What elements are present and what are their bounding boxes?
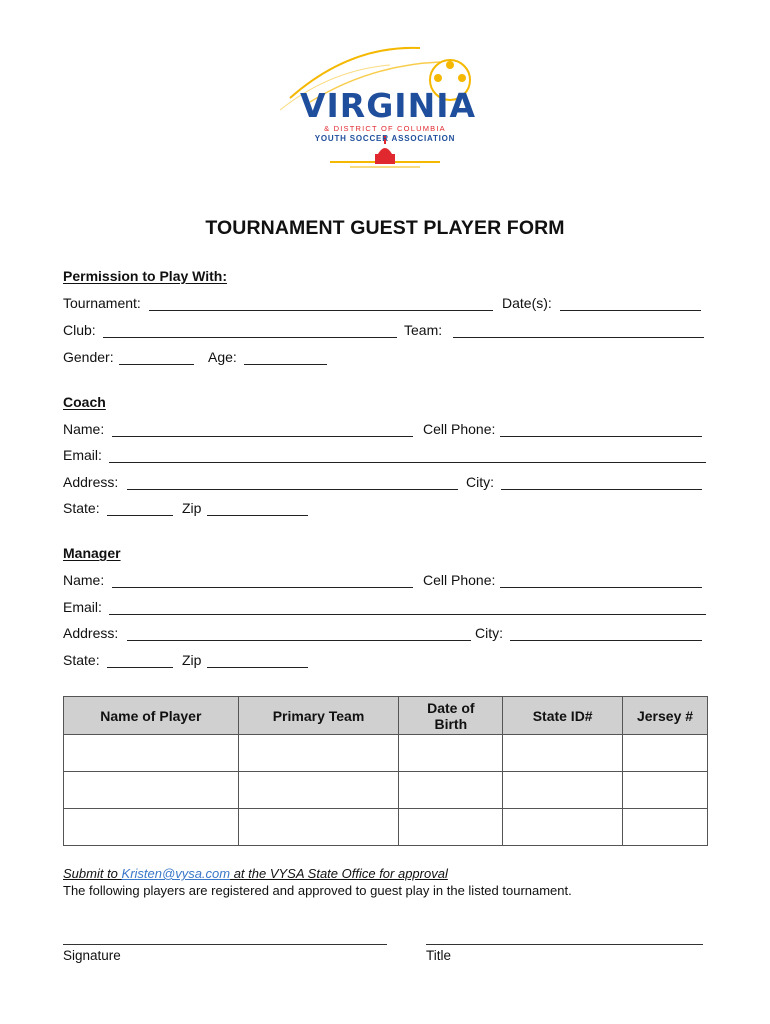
approval-statement: The following players are registered and approved to guest play in the listed tournament. (63, 883, 572, 898)
manager-zip-field[interactable] (207, 667, 308, 668)
logo-wordmark: VIRGINIA (299, 86, 477, 125)
cell-jersey[interactable] (623, 809, 708, 846)
header-date-of-birth-text: Date of Birth (427, 699, 475, 732)
manager-cell-label: Cell Phone: (423, 572, 496, 588)
signature-label: Signature (63, 948, 121, 963)
coach-state-field[interactable] (107, 515, 173, 516)
table-row (64, 735, 708, 772)
signature-field[interactable] (63, 944, 387, 945)
coach-address-field[interactable] (127, 489, 458, 490)
header-state-id: State ID# (503, 697, 623, 735)
submit-instructions (63, 866, 448, 881)
cell-primary-team[interactable] (238, 735, 399, 772)
cell-player-name[interactable] (64, 735, 239, 772)
manager-state-zip-row (63, 652, 708, 670)
dates-field[interactable] (560, 310, 701, 311)
cell-date-of-birth[interactable] (399, 772, 503, 809)
coach-name-field[interactable] (112, 436, 413, 437)
coach-address-label: Address: (63, 474, 119, 490)
table-row (64, 809, 708, 846)
coach-state-zip-row (63, 500, 708, 518)
coach-city-label: City: (466, 474, 494, 490)
header-primary-team: Primary Team (238, 697, 399, 735)
coach-email-label: Email: (63, 447, 102, 463)
permission-heading: Permission to Play With: (63, 268, 228, 284)
table-header-row (64, 697, 708, 735)
manager-name-row (63, 572, 708, 590)
coach-zip-field[interactable] (207, 515, 308, 516)
gender-label: Gender: (63, 349, 114, 365)
cell-player-name[interactable] (64, 809, 239, 846)
manager-name-field[interactable] (112, 587, 413, 588)
coach-email-field[interactable] (109, 462, 706, 463)
submit-prefix: Submit to (63, 866, 122, 881)
manager-email-label: Email: (63, 599, 102, 615)
vysa-logo (270, 40, 500, 175)
manager-address-field[interactable] (127, 640, 471, 641)
coach-name-row (63, 421, 708, 439)
coach-address-row (63, 474, 708, 492)
coach-cell-label: Cell Phone: (423, 421, 496, 437)
tournament-row (63, 295, 708, 313)
players-table (63, 696, 708, 846)
club-team-row (63, 322, 708, 340)
manager-city-field[interactable] (510, 640, 702, 641)
cell-jersey[interactable] (623, 735, 708, 772)
club-field[interactable] (103, 337, 397, 338)
manager-name-label: Name: (63, 572, 105, 588)
cell-state-id[interactable] (503, 809, 623, 846)
cell-jersey[interactable] (623, 772, 708, 809)
coach-cell-field[interactable] (500, 436, 702, 437)
coach-city-field[interactable] (501, 489, 702, 490)
manager-cell-field[interactable] (500, 587, 702, 588)
manager-state-label: State: (63, 652, 100, 668)
coach-state-label: State: (63, 500, 100, 516)
manager-address-label: Address: (63, 625, 119, 641)
header-name-of-player: Name of Player (64, 697, 239, 735)
coach-heading: Coach (63, 394, 106, 410)
gender-age-row (63, 349, 708, 367)
manager-zip-label: Zip (182, 652, 202, 668)
cell-player-name[interactable] (64, 772, 239, 809)
cell-primary-team[interactable] (238, 772, 399, 809)
header-jersey: Jersey # (623, 697, 708, 735)
team-field[interactable] (453, 337, 704, 338)
manager-email-field[interactable] (109, 614, 706, 615)
gender-field[interactable] (119, 364, 194, 365)
cell-date-of-birth[interactable] (399, 735, 503, 772)
team-label: Team: (404, 322, 443, 338)
cell-date-of-birth[interactable] (399, 809, 503, 846)
coach-zip-label: Zip (182, 500, 202, 516)
form-title: TOURNAMENT GUEST PLAYER FORM (205, 217, 565, 239)
manager-email-row (63, 599, 708, 617)
cell-state-id[interactable] (503, 735, 623, 772)
age-field[interactable] (244, 364, 327, 365)
submit-email-link[interactable]: Kristen@vysa.com (121, 866, 231, 881)
table-row (64, 772, 708, 809)
title-field[interactable] (426, 944, 703, 945)
tournament-field[interactable] (149, 310, 493, 311)
title-label: Title (426, 948, 452, 963)
tournament-label: Tournament: (63, 295, 141, 311)
manager-address-row (63, 625, 708, 643)
manager-heading: Manager (63, 545, 121, 561)
cell-primary-team[interactable] (238, 809, 399, 846)
club-label: Club: (63, 322, 96, 338)
header-date-of-birth (399, 697, 503, 735)
coach-email-row (63, 447, 708, 465)
manager-city-label: City: (475, 625, 503, 641)
logo-line1: & DISTRICT OF COLUMBIA (324, 124, 446, 133)
logo-line2: YOUTH SOCCER ASSOCIATION (314, 134, 456, 143)
cell-state-id[interactable] (503, 772, 623, 809)
dates-label: Date(s): (502, 295, 552, 311)
manager-state-field[interactable] (107, 667, 173, 668)
age-label: Age: (208, 349, 237, 365)
submit-suffix: at the VYSA State Office for approval (230, 866, 448, 881)
coach-name-label: Name: (63, 421, 105, 437)
